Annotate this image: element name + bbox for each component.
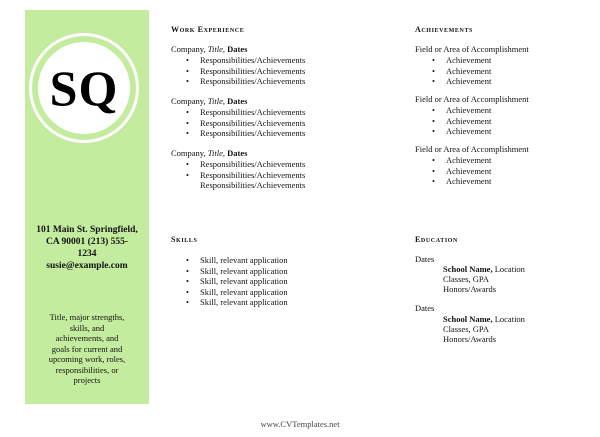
list-item: • Skill, relevant application <box>186 297 288 307</box>
summary-line: achievements, and <box>55 333 119 343</box>
separator: , <box>222 96 228 106</box>
list-item: • Responsibilities/Achievements <box>186 169 306 180</box>
bullet-icon: • <box>186 76 189 86</box>
profile-summary <box>35 312 139 386</box>
job-dates: Dates <box>227 44 248 54</box>
summary-line: projects <box>73 375 101 385</box>
bullet-icon: • <box>432 105 435 115</box>
bullet-icon: • <box>432 126 435 136</box>
job-responsibilities-list <box>186 55 305 87</box>
achievement-list <box>432 155 491 187</box>
education-dates: Dates <box>415 254 435 264</box>
job-header <box>171 96 247 107</box>
list-item: • Skill, relevant application <box>186 276 288 286</box>
bullet-icon: • <box>186 117 189 128</box>
summary-line: responsibilities, or <box>55 364 119 375</box>
accomplishment-field: Field or Area of Accomplishment <box>415 94 529 104</box>
contact-block <box>28 224 146 272</box>
education-heading: Education <box>415 235 458 244</box>
bullet-icon: • <box>186 55 189 65</box>
list-item: • Achievement <box>432 65 492 76</box>
list-item: • Responsibilities/Achievements <box>186 65 306 76</box>
bullet-icon: • <box>432 76 435 86</box>
list-item: • Achievement <box>432 126 492 136</box>
summary-line: goals for current and <box>51 343 123 354</box>
footer-website-link[interactable]: www.CVTemplates.net <box>260 419 340 429</box>
monogram-badge <box>38 42 130 134</box>
education-dates: Dates <box>415 303 435 313</box>
address-line: CA 90001 (213) 555- <box>45 237 129 247</box>
list-item: • Skill, relevant application <box>186 265 288 276</box>
honors-awards: Honors/Awards <box>443 334 497 344</box>
list-item: • Responsibilities/Achievements <box>186 128 306 138</box>
job-header <box>171 148 247 159</box>
job-dates: Dates <box>227 96 248 106</box>
work-experience-heading: Work Experience <box>171 25 245 34</box>
list-item-continuation: Responsibilities/Achievements <box>200 180 306 190</box>
school-line <box>443 314 525 325</box>
monogram-initials: SQ <box>49 60 119 116</box>
bullet-icon: • <box>432 65 435 76</box>
list-item: • Responsibilities/Achievements <box>186 55 306 65</box>
list-item: • Responsibilities/Achievements <box>186 107 306 117</box>
job-dates: Dates <box>227 148 248 158</box>
sidebar-panel <box>25 10 149 404</box>
job-responsibilities-list <box>186 159 305 191</box>
list-item: • Achievement <box>432 176 492 186</box>
school-location: Location <box>492 264 525 274</box>
school-line <box>443 264 525 275</box>
bullet-icon: • <box>432 55 435 65</box>
bullet-icon: • <box>186 169 189 180</box>
list-item: • Responsibilities/Achievements <box>186 117 306 128</box>
job-title: Title <box>207 44 223 54</box>
school-location: Location <box>492 314 525 324</box>
classes-gpa: Classes, GPA <box>443 324 489 334</box>
separator: , <box>222 148 228 158</box>
skills-heading: Skills <box>171 235 198 244</box>
job-responsibilities-list <box>186 107 305 139</box>
list-item: • Achievement <box>432 76 492 86</box>
bullet-icon: • <box>432 165 435 176</box>
list-item: • Skill, relevant application <box>186 255 288 265</box>
list-item: • Responsibilities/Achievements <box>186 76 306 86</box>
list-item: • Achievement <box>432 105 492 115</box>
bullet-icon: • <box>186 107 189 117</box>
list-item: • Responsibilities/Achievements <box>186 159 306 169</box>
bullet-icon: • <box>186 255 189 265</box>
school-name: School Name, <box>443 314 493 324</box>
school-name: School Name, <box>443 264 493 274</box>
bullet-icon: • <box>186 128 189 138</box>
email-address: susie@example.com <box>46 261 128 271</box>
job-title: Title <box>207 148 223 158</box>
accomplishment-field: Field or Area of Accomplishment <box>415 44 529 54</box>
summary-line: upcoming work, roles, <box>48 354 126 364</box>
bullet-icon: • <box>186 159 189 169</box>
honors-awards: Honors/Awards <box>443 284 497 294</box>
list-item: • Skill, relevant application <box>186 286 288 297</box>
bullet-icon: • <box>186 297 189 307</box>
bullet-icon: • <box>432 115 435 126</box>
classes-gpa: Classes, GPA <box>443 274 489 284</box>
separator: , <box>222 44 228 54</box>
summary-line: Title, major strengths, <box>49 312 125 322</box>
address-line: 101 Main St. Springfield, <box>36 225 138 235</box>
list-item: • Achievement <box>432 155 492 165</box>
bullet-icon: • <box>186 286 189 297</box>
accomplishment-field: Field or Area of Accomplishment <box>415 144 529 154</box>
list-item: • Achievement <box>432 165 492 176</box>
list-item: • Achievement <box>432 55 492 65</box>
bullet-icon: • <box>432 155 435 165</box>
bullet-icon: • <box>432 176 435 186</box>
company-name: Company, <box>171 148 208 158</box>
achievement-list <box>432 105 491 137</box>
company-name: Company, <box>171 96 208 106</box>
skills-list <box>186 255 288 308</box>
company-name: Company, <box>171 44 208 54</box>
bullet-icon: • <box>186 265 189 276</box>
summary-line: skills, and <box>69 322 105 333</box>
list-item: • Achievement <box>432 115 492 126</box>
achievement-list <box>432 55 491 87</box>
job-header <box>171 44 247 55</box>
achievements-heading: Achievements <box>415 25 473 34</box>
bullet-icon: • <box>186 276 189 286</box>
address-line: 1234 <box>77 249 97 259</box>
bullet-icon: • <box>186 65 189 76</box>
job-title: Title <box>207 96 223 106</box>
